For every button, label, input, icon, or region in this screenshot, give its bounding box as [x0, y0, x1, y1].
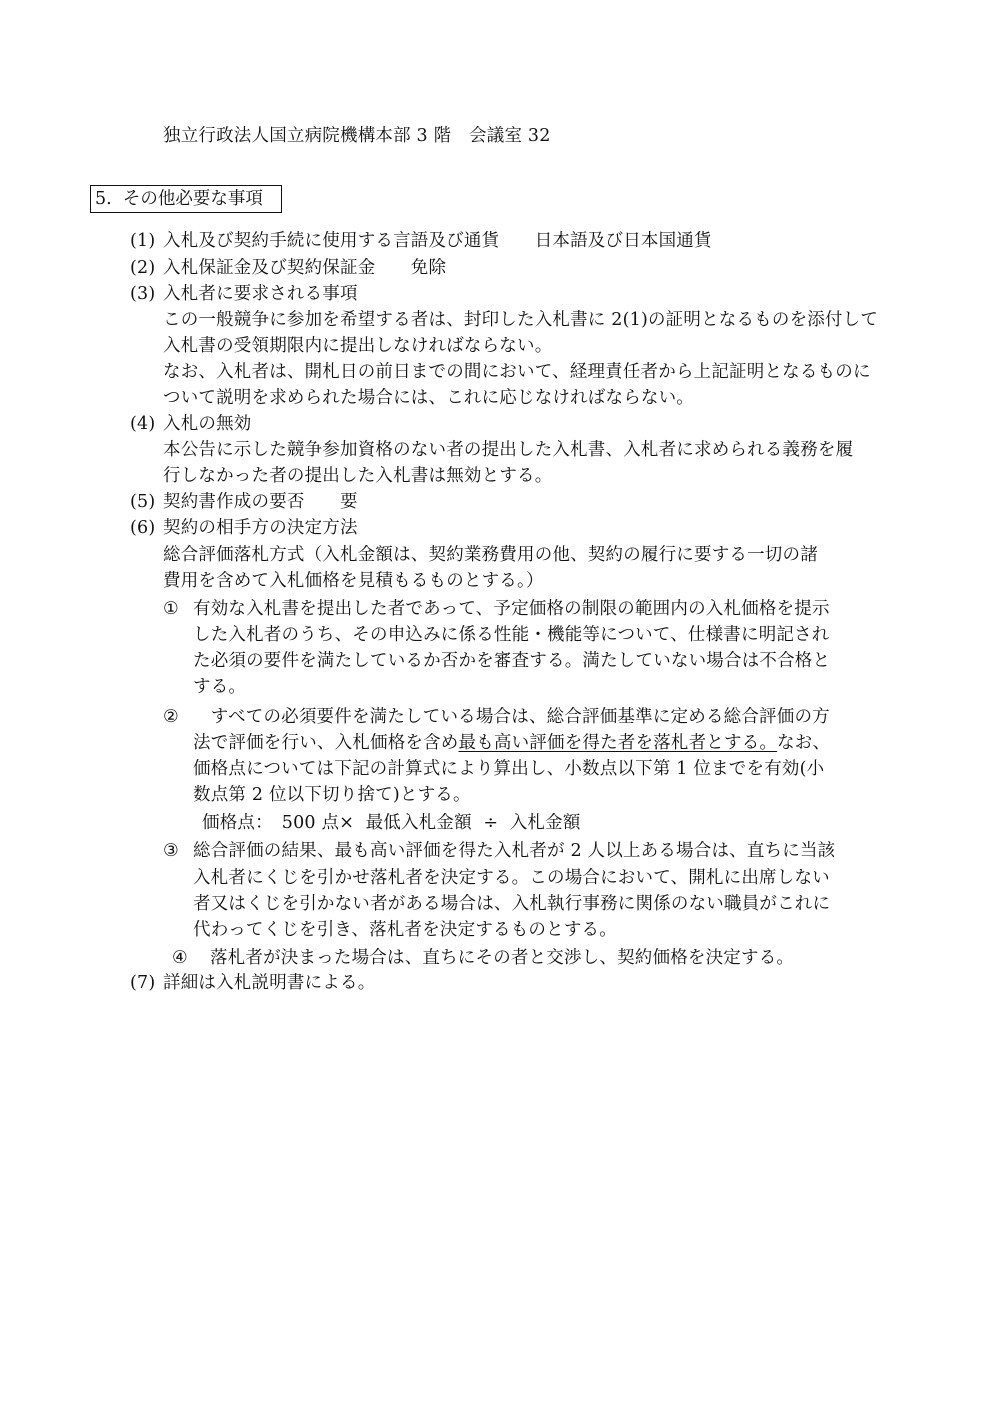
item-4-line: 本公告に示した競争参加資格のない者の提出した入札書、入札者に求められる義務を履 [163, 440, 854, 460]
sub-3-line: 代わってくじを引き、落札者を決定するものとする。 [193, 920, 617, 940]
item-6-line: 総合評価落札方式（入札金額は、契約業務費用の他、契約の履行に要する一切の諸 [163, 545, 818, 565]
item-3-line: なお、入札者は、開札日の前日までの間において、経理責任者から上記証明となるものに [163, 362, 871, 382]
item-4-line: 行しなかった者の提出した入札書は無効とする。 [163, 466, 553, 486]
sub-2-line [193, 731, 830, 755]
item-4-heading: 入札の無効 [163, 414, 252, 434]
sub-2-marker: ② [163, 707, 179, 727]
item-3-line: この一般競争に参加を希望する者は、封印した入札書に 2(1)の証明となるものを添付して [163, 310, 879, 330]
sub-1-marker: ① [163, 599, 179, 619]
sub-2-line: 価格点については下記の計算式により算出し、小数点以下第 1 位までを有効(小 [193, 759, 825, 779]
item-7-number: (7) [130, 973, 156, 993]
item-4-number: (4) [130, 414, 156, 434]
item-3-line: ついて説明を求められた場合には、これに応じなければならない。 [163, 388, 694, 408]
sub-1-line: 有効な入札書を提出した者であって、予定価格の制限の範囲内の入札価格を提示 [193, 599, 830, 619]
item-6-line: 費用を含めて入札価格を見積もるものとする。） [163, 571, 544, 591]
item-5-text: 契約書作成の要否 要 [163, 492, 358, 512]
sub-2-underlined-text: 最も高い評価を得た者を落札者とする。 [458, 733, 778, 753]
sub-1-line: た必須の要件を満たしているか否かを審査する。満たしていない場合は不合格と [193, 651, 831, 671]
sub-2-line: すべての必須要件を満たしている場合は、総合評価基準に定める総合評価の方 [193, 707, 830, 727]
sub-1-line: する。 [193, 677, 247, 697]
item-3-line: 入札書の受領期限内に提出しなければならない。 [163, 336, 553, 356]
header-location: 独立行政法人国立病院機構本部 3 階 会議室 32 [163, 126, 551, 146]
section-title: 5. その他必要な事項 [95, 189, 263, 209]
sub-1-line: した入札者のうち、その申込みに係る性能・機能等について、仕様書に明記され [193, 625, 830, 645]
item-7-text: 詳細は入札説明書による。 [163, 973, 376, 993]
item-6-number: (6) [130, 518, 156, 538]
item-2-text: 入札保証金及び契約保証金 免除 [163, 258, 447, 278]
sub-4-text: 落札者が決まった場合は、直ちにその者と交渉し、契約価格を決定する。 [210, 948, 795, 968]
item-1-text: 入札及び契約手続に使用する言語及び通貨 日本語及び日本国通貨 [163, 231, 712, 251]
item-3-number: (3) [130, 284, 156, 304]
item-5-number: (5) [130, 492, 156, 512]
sub-3-line: 入札者にくじを引かせ落札者を決定する。この場合において、開札に出席しない [193, 868, 830, 888]
sub-2-line-part: 法で評価を行い、入札価格を含め [193, 733, 459, 753]
section-title-box [90, 185, 282, 213]
item-3-heading: 入札者に要求される事項 [163, 284, 358, 304]
item-2-number: (2) [130, 258, 156, 278]
sub-3-marker: ③ [163, 841, 179, 861]
item-6-heading: 契約の相手方の決定方法 [163, 518, 358, 538]
item-1-number: (1) [130, 231, 156, 251]
sub-3-line: 総合評価の結果、最も高い評価を得た入札者が 2 人以上ある場合は、直ちに当該 [193, 841, 836, 861]
sub-2-line: 数点第 2 位以下切り捨て)とする。 [193, 785, 471, 805]
price-formula: 価格点： 500 点× 最低入札金額 ÷ 入札金額 [202, 813, 581, 833]
sub-3-line: 者又はくじを引かない者がある場合は、入札執行事務に関係のない職員がこれに [193, 894, 831, 914]
sub-2-line-part: なお、 [777, 733, 831, 753]
sub-4-marker: ④ [172, 948, 188, 968]
